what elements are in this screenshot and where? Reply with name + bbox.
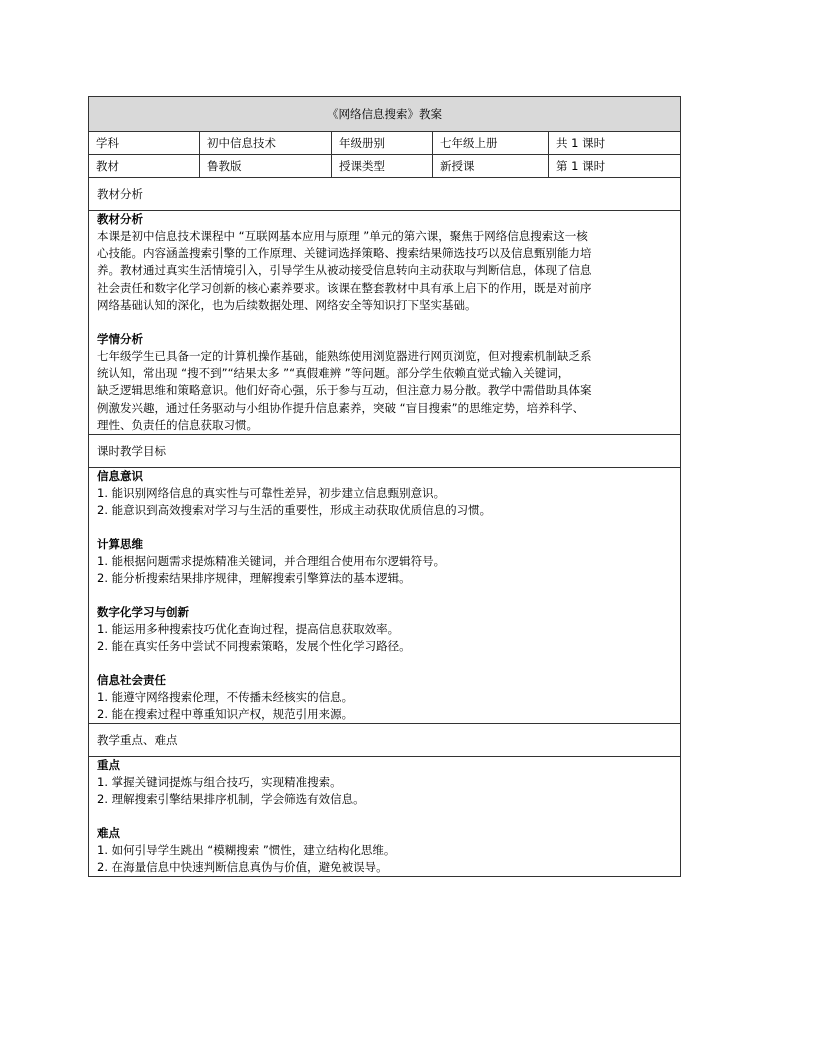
text-line: 网络基础认知的深化，也为后续数据处理、网络安全等知识打下坚实基础。 xyxy=(97,297,477,312)
objective-group-title: 信息社会责任 xyxy=(97,673,166,688)
text-line: 心技能。内容涵盖搜索引擎的工作原理、关键词选择策略、搜索结果筛选技巧以及信息甄别能力培 xyxy=(97,246,592,261)
list-item: 1. 能遵守网络搜索伦理，不传播未经核实的信息。 xyxy=(97,690,354,705)
list-item: 2. 能在真实任务中尝试不同搜索策略，发展个性化学习路径。 xyxy=(97,639,411,654)
textbook-analysis-text xyxy=(97,228,672,314)
lesson-plan-page xyxy=(88,96,680,877)
list-item: 2. 能在搜索过程中尊重知识产权，规范引用来源。 xyxy=(97,707,354,722)
objective-group-title: 信息意识 xyxy=(97,469,143,484)
objectives-body xyxy=(89,468,681,724)
grade-value: 七年级上册 xyxy=(433,132,549,155)
text-line: 养。教材通过真实生活情境引入，引导学生从被动接受信息转向主动获取与判断信息，体现了信息 xyxy=(97,263,592,278)
grade-label: 年级册别 xyxy=(332,132,433,155)
objective-group-title: 计算思维 xyxy=(97,537,143,552)
total-periods: 共 1 课时 xyxy=(549,132,681,155)
learner-analysis-text xyxy=(97,348,672,434)
objective-group-title: 数字化学习与创新 xyxy=(97,605,189,620)
subject-value: 初中信息技术 xyxy=(200,132,332,155)
list-item: 1. 掌握关键词提炼与组合技巧，实现精准搜索。 xyxy=(97,775,342,790)
document-title: 《网络信息搜索》教案 xyxy=(89,97,681,132)
meta-row-1 xyxy=(89,132,681,155)
list-item: 2. 理解搜索引擎结果排序机制，学会筛选有效信息。 xyxy=(97,792,365,807)
list-item: 1. 能识别网络信息的真实性与可靠性差异，初步建立信息甄别意识。 xyxy=(97,486,446,501)
lesson-type-value: 新授课 xyxy=(433,155,549,178)
lesson-type-label: 授课类型 xyxy=(332,155,433,178)
list-item: 1. 能根据问题需求提炼精准关键词，并合理组合使用布尔逻辑符号。 xyxy=(97,554,446,569)
section-heading-keypoints: 教学重点、难点 xyxy=(89,724,681,757)
list-item: 2. 在海量信息中快速判断信息真伪与价值，避免被误导。 xyxy=(97,860,388,875)
lesson-plan-table xyxy=(88,96,681,877)
textbook-label: 教材 xyxy=(89,155,200,178)
list-item: 2. 能分析搜索结果排序规律，理解搜索引擎算法的基本逻辑。 xyxy=(97,571,411,586)
keypoints-body xyxy=(89,757,681,877)
section-heading-analysis: 教材分析 xyxy=(89,178,681,211)
list-item: 1. 能运用多种搜索技巧优化查询过程，提高信息获取效率。 xyxy=(97,622,400,637)
text-line: 本课是初中信息技术课程中 “互联网基本应用与原理 ”单元的第六课，聚焦于网络信息搜索这一核 xyxy=(97,229,588,243)
text-line: 例激发兴趣，通过任务驱动与小组协作提升信息素养，突破 “盲目搜索”的思维定势，培养科学、 xyxy=(97,400,585,415)
text-line: 统认知，常出现 “搜不到”“结果太多 ”“真假难辨 ”等问题。部分学生依赖直觉式输入关键词， xyxy=(97,366,570,381)
subject-label: 学科 xyxy=(89,132,200,155)
textbook-value: 鲁教版 xyxy=(200,155,332,178)
learner-analysis-title: 学情分析 xyxy=(97,332,143,347)
section-heading-objectives: 课时教学目标 xyxy=(89,435,681,468)
difficulty-title: 难点 xyxy=(97,826,120,841)
list-item: 1. 如何引导学生跳出 “模糊搜索 ”惯性，建立结构化思维。 xyxy=(97,843,396,858)
meta-row-2 xyxy=(89,155,681,178)
text-line: 理性、负责任的信息获取习惯。 xyxy=(97,417,258,432)
focus-title: 重点 xyxy=(97,758,120,773)
textbook-analysis-title: 教材分析 xyxy=(97,212,143,226)
analysis-body xyxy=(89,211,681,435)
text-line: 社会责任和数字化学习创新的核心素养要求。该课在整套教材中具有承上启下的作用，既是对前序 xyxy=(97,280,592,295)
list-item: 2. 能意识到高效搜索对学习与生活的重要性，形成主动获取优质信息的习惯。 xyxy=(97,503,492,518)
current-period: 第 1 课时 xyxy=(549,155,681,178)
text-line: 七年级学生已具备一定的计算机操作基础，能熟练使用浏览器进行网页浏览，但对搜索机制缺乏系 xyxy=(97,349,592,364)
text-line: 缺乏逻辑思维和策略意识。他们好奇心强，乐于参与互动，但注意力易分散。教学中需借助具体案 xyxy=(97,383,592,398)
